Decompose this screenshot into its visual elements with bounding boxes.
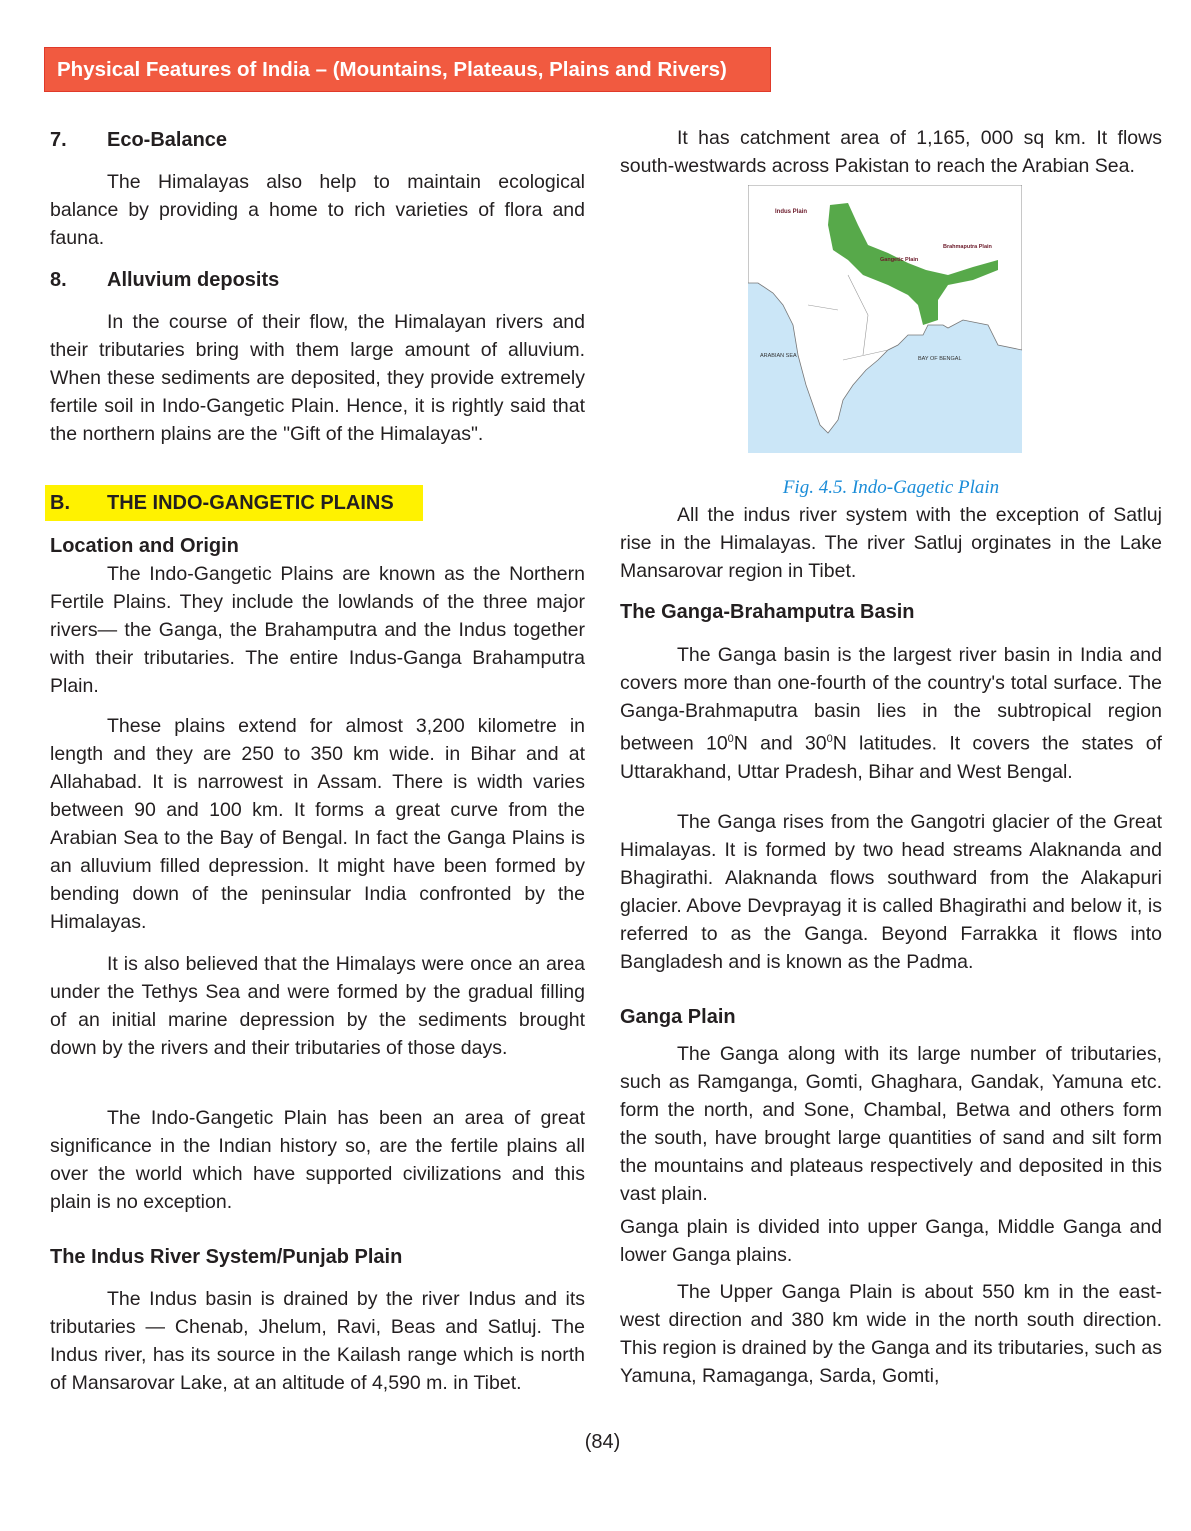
section-number: B. <box>50 492 70 514</box>
paragraph: The Upper Ganga Plain is about 550 km in the east-west direction and 380 km wide in the north south direction. This region is drained by the Ganga and its tributaries, such as Yamuna, Ramaganga, Sarda, Gomti, <box>620 1281 1162 1387</box>
degree-sup: 0 <box>826 733 833 745</box>
paragraph: All the indus river system with the exception of Satluj rise in the Himalayas. The river Satluj orginates in the Lake Mansarovar region in Tibet. <box>620 504 1162 582</box>
paragraph: The Ganga along with its large number of tributaries, such as Ramganga, Gomti, Ghaghara, Gandak, Yamuna etc. form the north, and Sone, Chambal, Betwa and others form the south, have brought large quantities of sand and silt form the mountains and plateaus respectively and deposited in this vast plain. <box>620 1043 1162 1205</box>
text: N and 30 <box>733 732 827 755</box>
map-label-bay-of-bengal: BAY OF BENGAL <box>918 356 962 362</box>
figure-caption: Fig. 4.5. Indo-Gagetic Plain <box>782 477 1000 498</box>
paragraph: These plains extend for almost 3,200 kilometre in length and they are 250 to 350 km wide. in Bihar and at Allahabad. It is narrowest in Assam. There is width varies between 90 and 100 km. It forms a great curve from the Arabian Sea to the Bay of Bengal. In fact the Ganga Plains is an alluvium filled depression. It might have been formed by bending down of the peninsular India confronted by the Himalayas. <box>50 715 585 933</box>
map-label-brahmaputra: Brahmaputra Plain <box>943 244 992 250</box>
paragraph: Ganga plain is divided into upper Ganga, Middle Ganga and lower Ganga plains. <box>620 1216 1162 1266</box>
section-title: Eco-Balance <box>107 129 228 151</box>
text: N latitudes. It covers the states of Uttarakhand, Uttar Pradesh, Bihar and West Bengal. <box>620 732 1162 783</box>
degree-sup: 0 <box>727 733 734 745</box>
paragraph: The Indo-Gangetic Plain has been an area of great significance in the Indian history so, are the fertile plains all over the world which have supported civilizations and this plain is no exception. <box>50 1107 585 1213</box>
map-label-gangetic: Gangetic Plain <box>880 257 919 263</box>
paragraph: It is also believed that the Himalays were once an area under the Tethys Sea and were formed by the gradual filling of an initial marine depression by the sediments brought down by the rivers and their tributaries of those days. <box>50 953 585 1059</box>
section-title: Alluvium deposits <box>107 269 280 291</box>
paragraph: The Himalayas also help to maintain ecological balance by providing a home to rich varieties of flora and fauna. <box>50 171 585 249</box>
subheading-basin: The Ganga-Brahamputra Basin <box>620 601 915 623</box>
indo-gangetic-plain-map <box>748 185 1022 453</box>
subheading-indus: The Indus River System/Punjab Plain <box>50 1246 403 1268</box>
section-heading-eco-balance <box>50 126 585 154</box>
section-number: 8. <box>50 269 67 291</box>
paragraph: It has catchment area of 1,165, 000 sq km. It flows south-westwards across Pakistan to reach the Arabian Sea. <box>620 127 1162 177</box>
paragraph: The Ganga rises from the Gangotri glacier of the Great Himalayas. It is formed by two head streams Alaknanda and Bhagirathi. Alaknanda flows southward from the Alakapuri glacier. Above Devprayag it is called Bhagirathi and below it, is referred to as the Ganga. Beyond Farrakka it flows into Bangladesh and is known as the Padma. <box>620 811 1162 973</box>
highlighted-section-heading <box>45 485 423 521</box>
subheading-ganga-plain: Ganga Plain <box>620 1006 736 1028</box>
section-title: THE INDO-GANGETIC PLAINS <box>107 492 394 514</box>
section-heading-alluvium <box>50 266 585 294</box>
chapter-banner: Physical Features of India – (Mountains, Plateaus, Plains and Rivers) <box>44 47 771 92</box>
section-number: 7. <box>50 129 67 151</box>
paragraph: The Indus basin is drained by the river Indus and its tributaries — Chenab, Jhelum, Ravi, Beas and Satluj. The Indus river, has its source in the Kailash range which is north of Mansarovar Lake, at an altitude of 4,590 m. in Tibet. <box>50 1288 585 1394</box>
paragraph: The Indo-Gangetic Plains are known as the Northern Fertile Plains. They include the lowlands of the three major rivers— the Ganga, the Brahamputra and the Indus together with their tributaries. The entire Indus-Ganga Brahamputra Plain. <box>50 563 585 697</box>
text: The Ganga basin is the largest river basin in India and covers more than one-fourth of the country's total surface. The Ganga-Brahmaputra basin lies in the subtropical region between 10 <box>620 644 1162 755</box>
subheading-location: Location and Origin <box>50 535 239 557</box>
map-label-arabian-sea: ARABIAN SEA <box>760 353 797 359</box>
paragraph <box>620 641 1162 786</box>
paragraph: In the course of their flow, the Himalayan rivers and their tributaries bring with them large amount of alluvium. When these sediments are deposited, they provide extremely fertile soil in Indo-Gangetic Plain. Hence, it is rightly said that the northern plains are the "Gift of the Himalayas". <box>50 311 585 445</box>
map-label-indus: Indus Plain <box>775 209 808 215</box>
page-number: (84) <box>584 1431 621 1453</box>
